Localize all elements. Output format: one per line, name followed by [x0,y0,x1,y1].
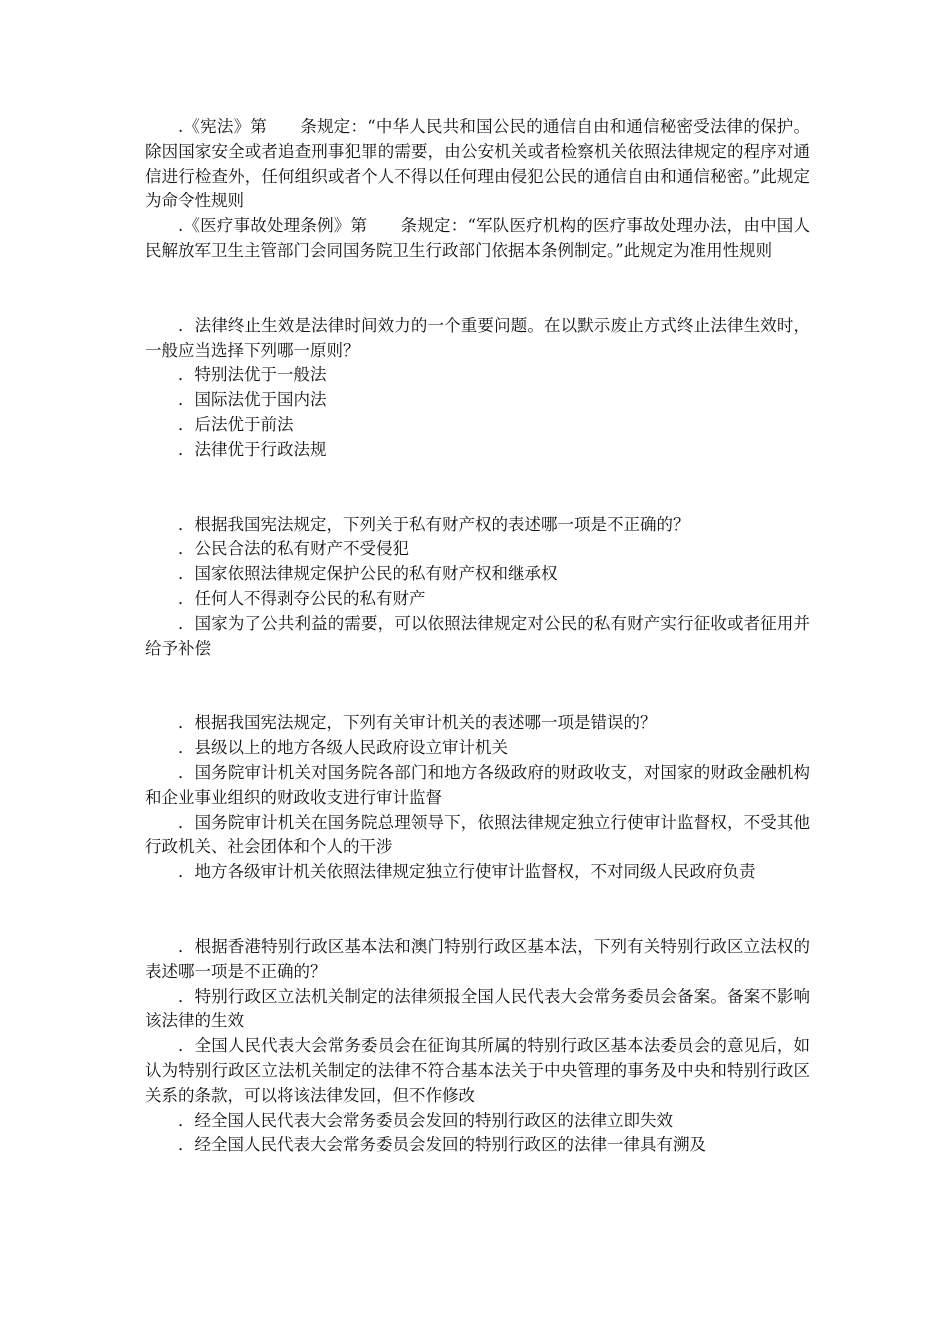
option: ．国家依照法律规定保护公民的私有财产权和继承权 [178,564,558,584]
spacer [145,463,810,513]
option: ．经全国人民代表大会常务委员会发回的特别行政区的法律立即失效 [178,1110,673,1130]
question-law-termination [145,314,810,463]
option: ．地方各级审计机关依照法律规定独立行使审计监督权，不对同级人民政府负责 [178,862,756,882]
spacer [145,885,810,935]
question-stem: ．根据我国宪法规定，下列关于私有财产权的表述哪一项是不正确的？ [178,514,690,534]
paragraph: .《医疗事故处理条例》第 条规定：“军队医疗机构的医疗事故处理办法，由中国人民解放军卫生主管部门会同国务院卫生行政部门依据本条例制定。”此规定为准用性规则 [145,216,810,260]
option: ．国务院审计机关在国务院总理领导下，依照法律规定独立行使审计监督权，不受其他行政机关、社会团体和个人的干涉 [145,812,810,857]
question-private-property [145,513,810,662]
question-stem: ．法律终止生效是法律时间效力的一个重要问题。在以默示废止方式终止法律生效时，一般应当选择下列哪一原则？ [145,315,810,360]
option: ．公民合法的私有财产不受侵犯 [178,539,409,559]
option: ．县级以上的地方各级人民政府设立审计机关 [178,738,508,758]
option: ．国务院审计机关对国务院各部门和地方各级政府的财政收支，对国家的财政金融机构和企业事业组织的财政收支进行审计监督 [145,762,810,807]
option: ．经全国人民代表大会常务委员会发回的特别行政区的法律一律具有溯及 [178,1135,706,1155]
option: ．特别法优于一般法 [178,365,327,385]
block-constitution-rules [145,115,810,264]
question-stem: ．根据我国宪法规定，下列有关审计机关的表述哪一项是错误的？ [178,713,657,733]
question-stem: ．根据香港特别行政区基本法和澳门特别行政区基本法，下列有关特别行政区立法权的表述哪一项是不正确的？ [145,936,810,981]
option: ．国家为了公共利益的需要，可以依照法律规定对公民的私有财产实行征收或者征用并给予补偿 [145,613,810,658]
option: ．法律优于行政法规 [178,439,327,459]
question-audit-authority [145,711,810,885]
spacer [145,661,810,711]
option: ．国际法优于国内法 [178,390,327,410]
document-page [145,115,810,1158]
option: ．全国人民代表大会常务委员会在征询其所属的特别行政区基本法委员会的意见后，如认为特别行政区立法机关制定的法律不符合基本法关于中央管理的事务及中央和特别行政区关系的条款，可以将该法律发回，但不作修改 [145,1036,810,1105]
spacer [145,264,810,314]
paragraph: .《宪法》第 条规定：“中华人民共和国公民的通信自由和通信秘密受法律的保护。除因国家安全或者追查刑事犯罪的需要，由公安机关或者检察机关依照法律规定的程序对通信进行检查外，任何组织或者个人不得以任何理由侵犯公民的通信自由和通信秘密。”此规定为命令性规则 [145,117,810,211]
question-sar-legislation [145,935,810,1158]
option: ．特别行政区立法机关制定的法律须报全国人民代表大会常务委员会备案。备案不影响该法律的生效 [145,986,810,1031]
option: ．后法优于前法 [178,414,294,434]
option: ．任何人不得剥夺公民的私有财产 [178,588,426,608]
